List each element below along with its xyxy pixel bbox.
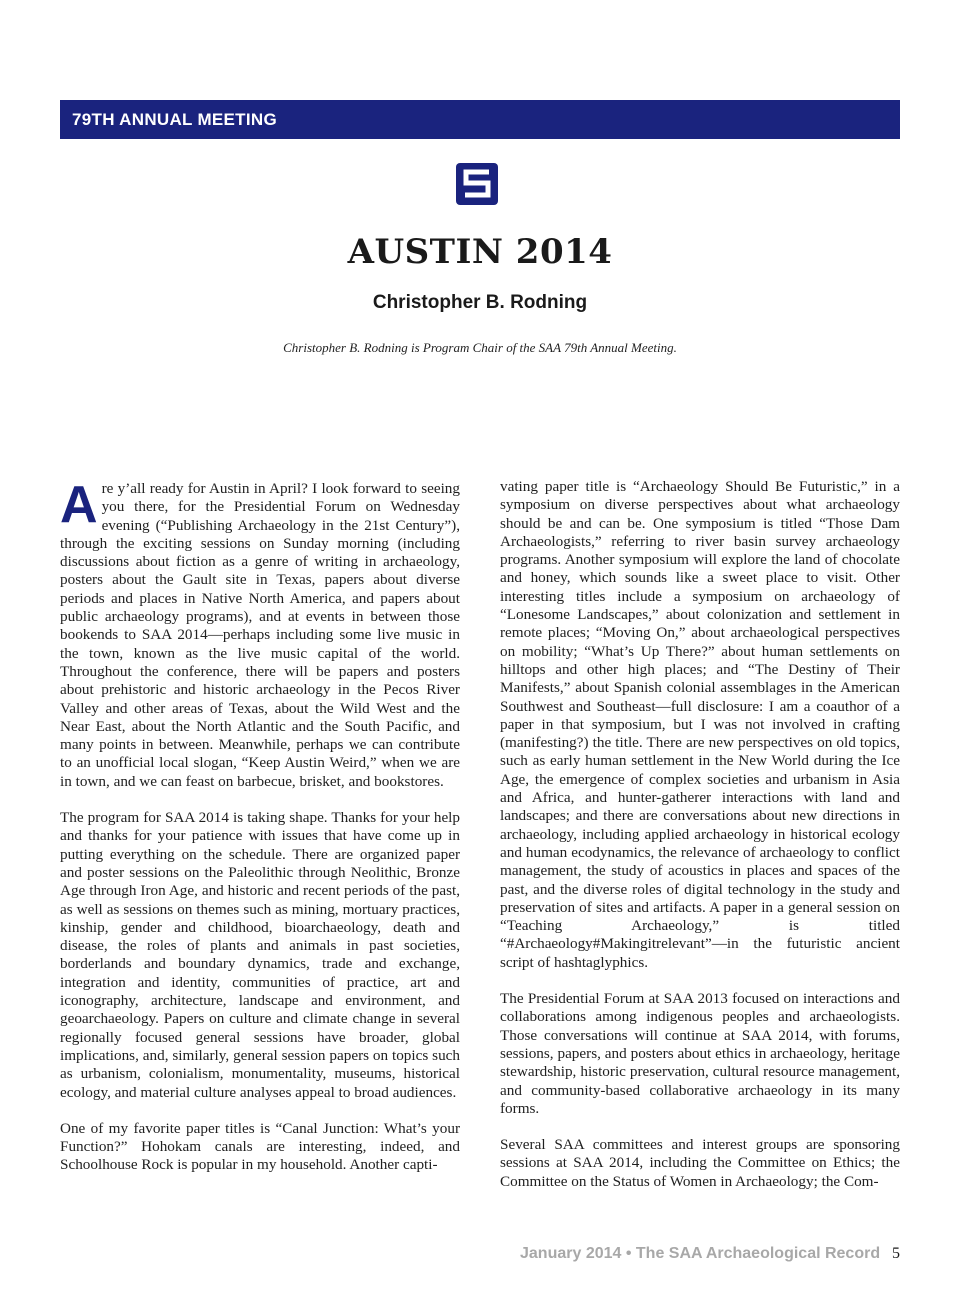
right-column: [500, 478, 900, 1209]
paragraph: Several SAA committees and interest groups are sponsoring sessions at SAA 2014, including the Committee on Ethics; the Committee on the Status of Women in Archaeology; the Com-: [500, 1136, 900, 1190]
article-author: Christopher B. Rodning: [372, 292, 588, 313]
banner-label: 79TH ANNUAL MEETING: [72, 109, 277, 129]
paragraph: [60, 476, 460, 791]
paragraph-text: re y’all ready for Austin in April? I look forward to seeing you there, for the Presidential Forum on Wednesday evening (“Publishing Archaeology in the 21st Century”), through the exciting sessions on Sunday morning (including discussions about fiction as a genre of writing in archaeology, posters about the Gault site in Texas, papers about diverse periods and places in Native North America, and papers about public archaeology programs), and at events in between those bookends to SAA 2014—perhaps including some live music in the town, known as the live music capital of the world. Throughout the conference, there will be papers and posters about prehistoric and historic archaeology in the Pecos River Valley and other areas of Texas, about the Wild West and the Near East, about the North Atlantic and the South Pacific, and many points in between. Meanwhile, perhaps we can contribute to an unofficial local slogan, “Keep Austin Weird,” when we are in town, and we can feast on barbecue, brisket, and bookstores.: [60, 480, 460, 790]
author-bio: Christopher B. Rodning is Program Chair of the SAA 79th Annual Meeting.: [283, 340, 677, 355]
paragraph: vating paper title is “Archaeology Should Be Futuristic,” in a symposium on diverse perspectives about what archaeology should be and can be. One symposium is titled “Those Dam Archaeologists,” referring to river basin survey archaeology programs. Another symposium will explore the land of chocolate and honey, which sounds like a sweet place to visit. Other interesting titles include a symposium on archaeology of “Lonesome Landscapes,” about colonization and settlement in remote places; “Moving On,” about archaeological perspectives on mobility; “What’s Up There?” about human settlements on hilltops and other high places; and “The Destiny of Their Manifests,” about Spanish colonial assemblages in the American Southwest and Southeast—full disclosure: I am a coauthor of a paper in that symposium, but I was not involved in crafting (manifesting?) the title. There are new perspectives on old topics, such as early human settlement in the New World during the Ice Age, the emergence of complex societies and urbanism in Asia and Africa, and hunter-gatherer interactions with land and landscapes; and there are conversations about new directions in archaeology, including applied archaeology in historical ecology and human ecodynamics, the relevance of archaeology to conflict management, the study of acoustics in places and spaces of the past, and the diverse roles of digital technology in the study and preservation of sites and artifacts. A paper in a general session on “Teaching Archaeology,” is titled “#Archaeology#Makingitrelevant”—in the futuristic ancient script of hashtaglyphics.: [500, 478, 900, 971]
paragraph: The program for SAA 2014 is taking shape. Thanks for your help and thanks for your patience with issues that have come up in putting everything on the schedule. There are organized paper and poster sessions on the Paleolithic through Neolithic, Bronze Age through Iron Age, and historic and recent periods of the past, as well as sessions on themes such as mining, mortuary practices, kinship, gender and childhood, bioarchaeology, death and disease, the roles of plants and animals in past societies, borderlands and boundary dynamics, trade and exchange, integration and identity, communities of practice, art and iconography, architecture, landscape and environment, and geoarchaeology. Papers on culture and climate change in several regionally focused general sessions have broader, global implications, and, similarly, general session papers on topics such as urbanism, colonialism, monumentality, museums, historical ecology, and material culture analyses appeal to broad audiences.: [60, 809, 460, 1101]
article-title: AUSTIN 2014: [347, 232, 613, 272]
drop-cap: A: [60, 476, 98, 534]
paragraph: The Presidential Forum at SAA 2013 focused on interactions and collaborations among indigenous peoples and archaeologists. Those conversations will continue at SAA 2014, with forums, sessions, papers, and posters about ethics in archaeology, heritage stewardship, historic preservation, cultural resource management, and community-based collaborative archaeology in its many forms.: [500, 990, 900, 1117]
saa-logo-icon: [455, 162, 499, 206]
section-banner: [60, 100, 900, 139]
page-footer: [520, 1245, 900, 1265]
page-number: 5: [892, 1245, 900, 1262]
paragraph: One of my favorite paper titles is “Canal Junction: What’s your Function?” Hohokam canals are interesting, indeed, and Schoolhouse Rock is popular in my household. Another capti-: [60, 1119, 460, 1174]
footer-publication: January 2014 • The SAA Archaeological Record: [520, 1245, 881, 1262]
left-column: [60, 476, 460, 1193]
